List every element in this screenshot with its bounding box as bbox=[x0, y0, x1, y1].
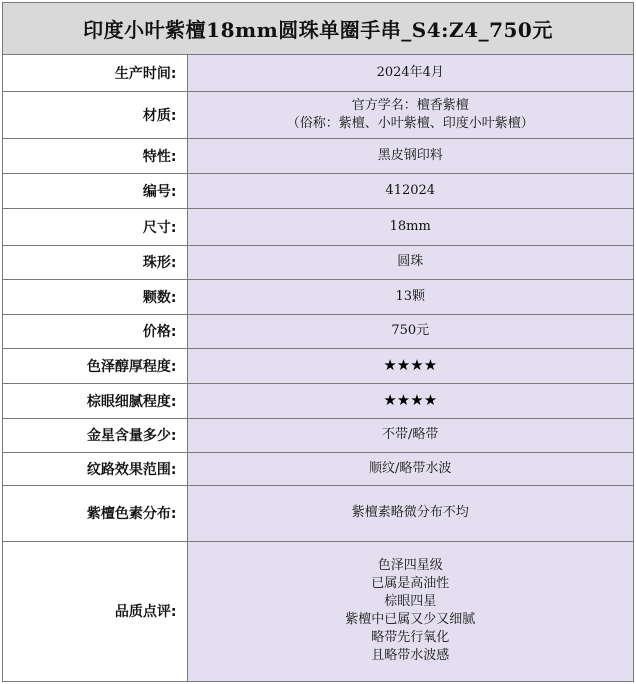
spec-label: 色泽醇厚程度: bbox=[3, 348, 187, 383]
star-icon: ★ bbox=[383, 390, 397, 409]
spec-value-line: 2024年4月 bbox=[376, 64, 444, 80]
spec-value-line: （俗称：紫檀、小叶紫檀、印度小叶紫檀） bbox=[286, 115, 534, 131]
spec-value bbox=[187, 383, 633, 418]
spec-table bbox=[3, 55, 633, 681]
spec-value bbox=[187, 279, 633, 314]
spec-value bbox=[187, 541, 633, 681]
spec-value-line: 黑皮钢印料 bbox=[377, 147, 443, 163]
spec-label: 珠形: bbox=[3, 245, 187, 279]
spec-value bbox=[187, 245, 633, 279]
spec-row bbox=[3, 173, 633, 208]
title-bar bbox=[3, 3, 633, 55]
spec-value bbox=[187, 418, 633, 452]
spec-label: 特性: bbox=[3, 138, 187, 173]
star-icon: ★ bbox=[410, 390, 424, 409]
spec-label: 金星含量多少: bbox=[3, 418, 187, 452]
spec-value-line: 13颗 bbox=[395, 288, 426, 304]
spec-row bbox=[3, 452, 633, 485]
star-icon: ★ bbox=[423, 390, 438, 409]
star-rating bbox=[383, 356, 437, 374]
spec-value-line: 紫檀中已属又少又细腻 bbox=[345, 612, 476, 628]
spec-value-line: 棕眼四星 bbox=[384, 594, 437, 610]
spec-row bbox=[3, 485, 633, 541]
spec-label: 棕眼细腻程度: bbox=[3, 383, 187, 418]
spec-value bbox=[187, 138, 633, 173]
spec-value-line: 略带先行氧化 bbox=[371, 630, 450, 646]
spec-label: 尺寸: bbox=[3, 208, 187, 245]
spec-row bbox=[3, 348, 633, 383]
spec-row bbox=[3, 55, 633, 91]
spec-label: 编号: bbox=[3, 173, 187, 208]
spec-label: 品质点评: bbox=[3, 541, 187, 681]
spec-row bbox=[3, 279, 633, 314]
spec-value-line: 18mm bbox=[389, 218, 431, 234]
spec-row bbox=[3, 208, 633, 245]
star-rating bbox=[383, 391, 437, 409]
spec-row bbox=[3, 541, 633, 681]
star-icon: ★ bbox=[423, 355, 438, 374]
star-icon: ★ bbox=[383, 355, 397, 374]
spec-label: 材质: bbox=[3, 91, 187, 138]
spec-label: 生产时间: bbox=[3, 55, 187, 91]
spec-value bbox=[187, 91, 633, 138]
spec-label: 价格: bbox=[3, 314, 187, 348]
spec-label: 纹路效果范围: bbox=[3, 452, 187, 485]
spec-value-line: 顺纹/略带水波 bbox=[369, 460, 452, 476]
spec-value bbox=[187, 173, 633, 208]
spec-value bbox=[187, 55, 633, 91]
spec-value bbox=[187, 348, 633, 383]
spec-value-line: 官方学名：檀香紫檀 bbox=[351, 97, 469, 113]
spec-value-line: 412024 bbox=[385, 182, 436, 198]
star-icon: ★ bbox=[410, 355, 424, 374]
spec-value-line: 不带/略带 bbox=[382, 427, 439, 442]
spec-row bbox=[3, 383, 633, 418]
star-icon: ★ bbox=[396, 390, 411, 409]
spec-row bbox=[3, 138, 633, 173]
spec-row bbox=[3, 245, 633, 279]
spec-row bbox=[3, 91, 633, 138]
spec-value-line: 且略带水波感 bbox=[371, 648, 450, 664]
page-title: 印度小叶紫檀18mm圆珠单圈手串_S4:Z4_750元 bbox=[83, 18, 553, 42]
spec-value bbox=[187, 314, 633, 348]
spec-value-line: 已属是高油性 bbox=[371, 576, 450, 592]
spec-value-line: 圆珠 bbox=[397, 254, 424, 269]
spec-row bbox=[3, 314, 633, 348]
spec-value-line: 紫檀素略微分布不均 bbox=[351, 505, 469, 520]
spec-row bbox=[3, 418, 633, 452]
spec-value-line: 色泽四星级 bbox=[377, 558, 443, 574]
star-icon: ★ bbox=[396, 355, 411, 374]
product-spec-sheet bbox=[2, 2, 634, 682]
spec-value bbox=[187, 485, 633, 541]
spec-label: 颗数: bbox=[3, 279, 187, 314]
spec-value-line: 750元 bbox=[391, 323, 430, 338]
spec-value bbox=[187, 452, 633, 485]
spec-label: 紫檀色素分布: bbox=[3, 485, 187, 541]
spec-value bbox=[187, 208, 633, 245]
